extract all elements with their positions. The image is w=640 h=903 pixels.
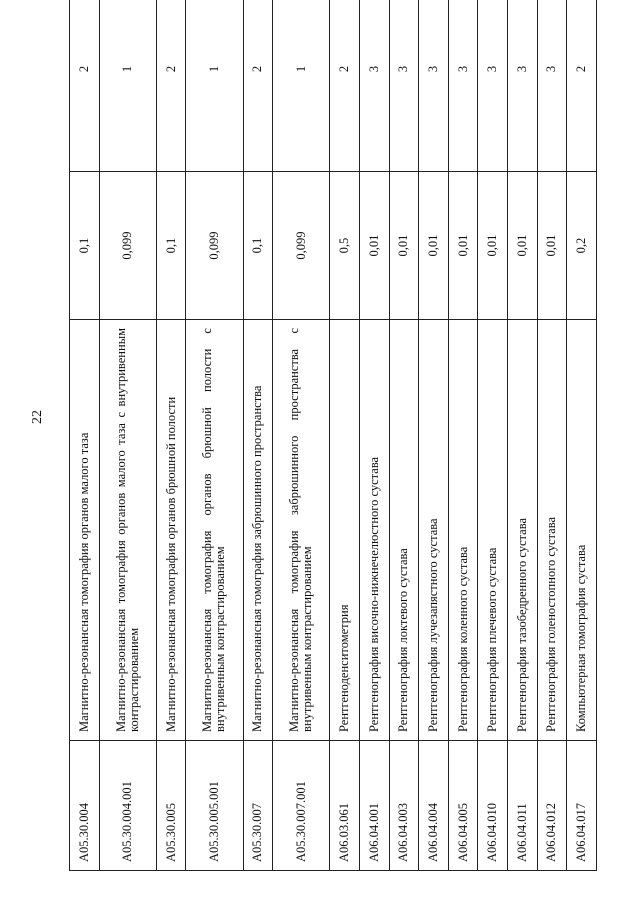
frequency-coefficient-cell: 0,1: [156, 172, 186, 320]
frequency-coefficient-cell: 0,01: [419, 172, 449, 320]
service-code-cell: A06.04.011: [508, 741, 538, 871]
multiplicity-cell: 3: [448, 0, 478, 172]
table-row: [537, 0, 567, 871]
service-code-cell: A05.30.005.001: [186, 741, 243, 871]
table-row: [330, 0, 360, 871]
service-name-cell: Магнитно-резонансная томография органов брюшной полости с внутривенным контрастированием: [186, 320, 243, 741]
service-code-cell: A05.30.005: [156, 741, 186, 871]
frequency-coefficient-cell: 0,1: [243, 172, 273, 320]
table-row: [273, 0, 330, 871]
table-row: [478, 0, 508, 871]
frequency-coefficient-cell: 0,01: [537, 172, 567, 320]
service-code-cell: A06.04.010: [478, 741, 508, 871]
multiplicity-cell: 3: [389, 0, 419, 172]
table-row: [567, 0, 597, 871]
service-name-cell: Магнитно-резонансная томография забрюшинного пространства: [243, 320, 273, 741]
service-code-cell: A05.30.007.001: [273, 741, 330, 871]
frequency-coefficient-cell: 0,01: [508, 172, 538, 320]
service-code-cell: A06.04.001: [359, 741, 389, 871]
service-name-cell: Рентгеноденситометрия: [330, 320, 360, 741]
multiplicity-cell: 1: [273, 0, 330, 172]
service-name-cell: Рентгенография голеностопного сустава: [537, 320, 567, 741]
table-row: [186, 0, 243, 871]
frequency-coefficient-cell: 0,2: [567, 172, 597, 320]
multiplicity-cell: 2: [156, 0, 186, 172]
service-name-cell: Магнитно-резонансная томография органов малого таза с внутривенным контрастированием: [99, 320, 156, 741]
table-row: [448, 0, 478, 871]
table-body: [70, 0, 597, 871]
table-row: [243, 0, 273, 871]
table-row: [156, 0, 186, 871]
table-row: [359, 0, 389, 871]
table-row: [419, 0, 449, 871]
service-code-cell: A06.04.017: [567, 741, 597, 871]
multiplicity-cell: 1: [99, 0, 156, 172]
service-name-cell: Магнитно-резонансная томография органов малого таза: [70, 320, 100, 741]
frequency-coefficient-cell: 0,01: [448, 172, 478, 320]
multiplicity-cell: 3: [419, 0, 449, 172]
table-row: [389, 0, 419, 871]
table-row: [70, 0, 100, 871]
service-name-cell: Компьютерная томография сустава: [567, 320, 597, 741]
multiplicity-cell: 3: [478, 0, 508, 172]
service-name-cell: Рентгенография височно-нижнечелюстного сустава: [359, 320, 389, 741]
frequency-coefficient-cell: 0,01: [359, 172, 389, 320]
table-row: [99, 0, 156, 871]
service-code-cell: A06.04.005: [448, 741, 478, 871]
service-code-cell: A06.04.004: [419, 741, 449, 871]
service-code-cell: A06.04.012: [537, 741, 567, 871]
service-code-cell: A05.30.004: [70, 741, 100, 871]
service-name-cell: Рентгенография коленного сустава: [448, 320, 478, 741]
service-code-cell: A06.03.061: [330, 741, 360, 871]
service-name-cell: Рентгенография тазобедренного сустава: [508, 320, 538, 741]
frequency-coefficient-cell: 0,099: [273, 172, 330, 320]
multiplicity-cell: 3: [537, 0, 567, 172]
frequency-coefficient-cell: 0,1: [70, 172, 100, 320]
services-table: [69, 0, 597, 871]
table-row: [508, 0, 538, 871]
multiplicity-cell: 2: [330, 0, 360, 172]
frequency-coefficient-cell: 0,099: [186, 172, 243, 320]
service-name-cell: Магнитно-резонансная томография органов брюшной полости: [156, 320, 186, 741]
multiplicity-cell: 2: [70, 0, 100, 172]
service-name-cell: Рентгенография плечевого сустава: [478, 320, 508, 741]
rotated-table-sheet: [69, 35, 597, 871]
service-name-cell: Магнитно-резонансная томография забрюшинного пространства с внутривенным контрастированием: [273, 320, 330, 741]
service-code-cell: A05.30.007: [243, 741, 273, 871]
multiplicity-cell: 2: [243, 0, 273, 172]
service-name-cell: Рентгенография лучезапястного сустава: [419, 320, 449, 741]
frequency-coefficient-cell: 0,5: [330, 172, 360, 320]
frequency-coefficient-cell: 0,01: [478, 172, 508, 320]
multiplicity-cell: 3: [508, 0, 538, 172]
frequency-coefficient-cell: 0,01: [389, 172, 419, 320]
multiplicity-cell: 2: [567, 0, 597, 172]
multiplicity-cell: 3: [359, 0, 389, 172]
page-number: 22: [30, 410, 45, 424]
multiplicity-cell: 1: [186, 0, 243, 172]
service-code-cell: A05.30.004.001: [99, 741, 156, 871]
frequency-coefficient-cell: 0,099: [99, 172, 156, 320]
service-code-cell: A06.04.003: [389, 741, 419, 871]
service-name-cell: Рентгенография локтевого сустава: [389, 320, 419, 741]
